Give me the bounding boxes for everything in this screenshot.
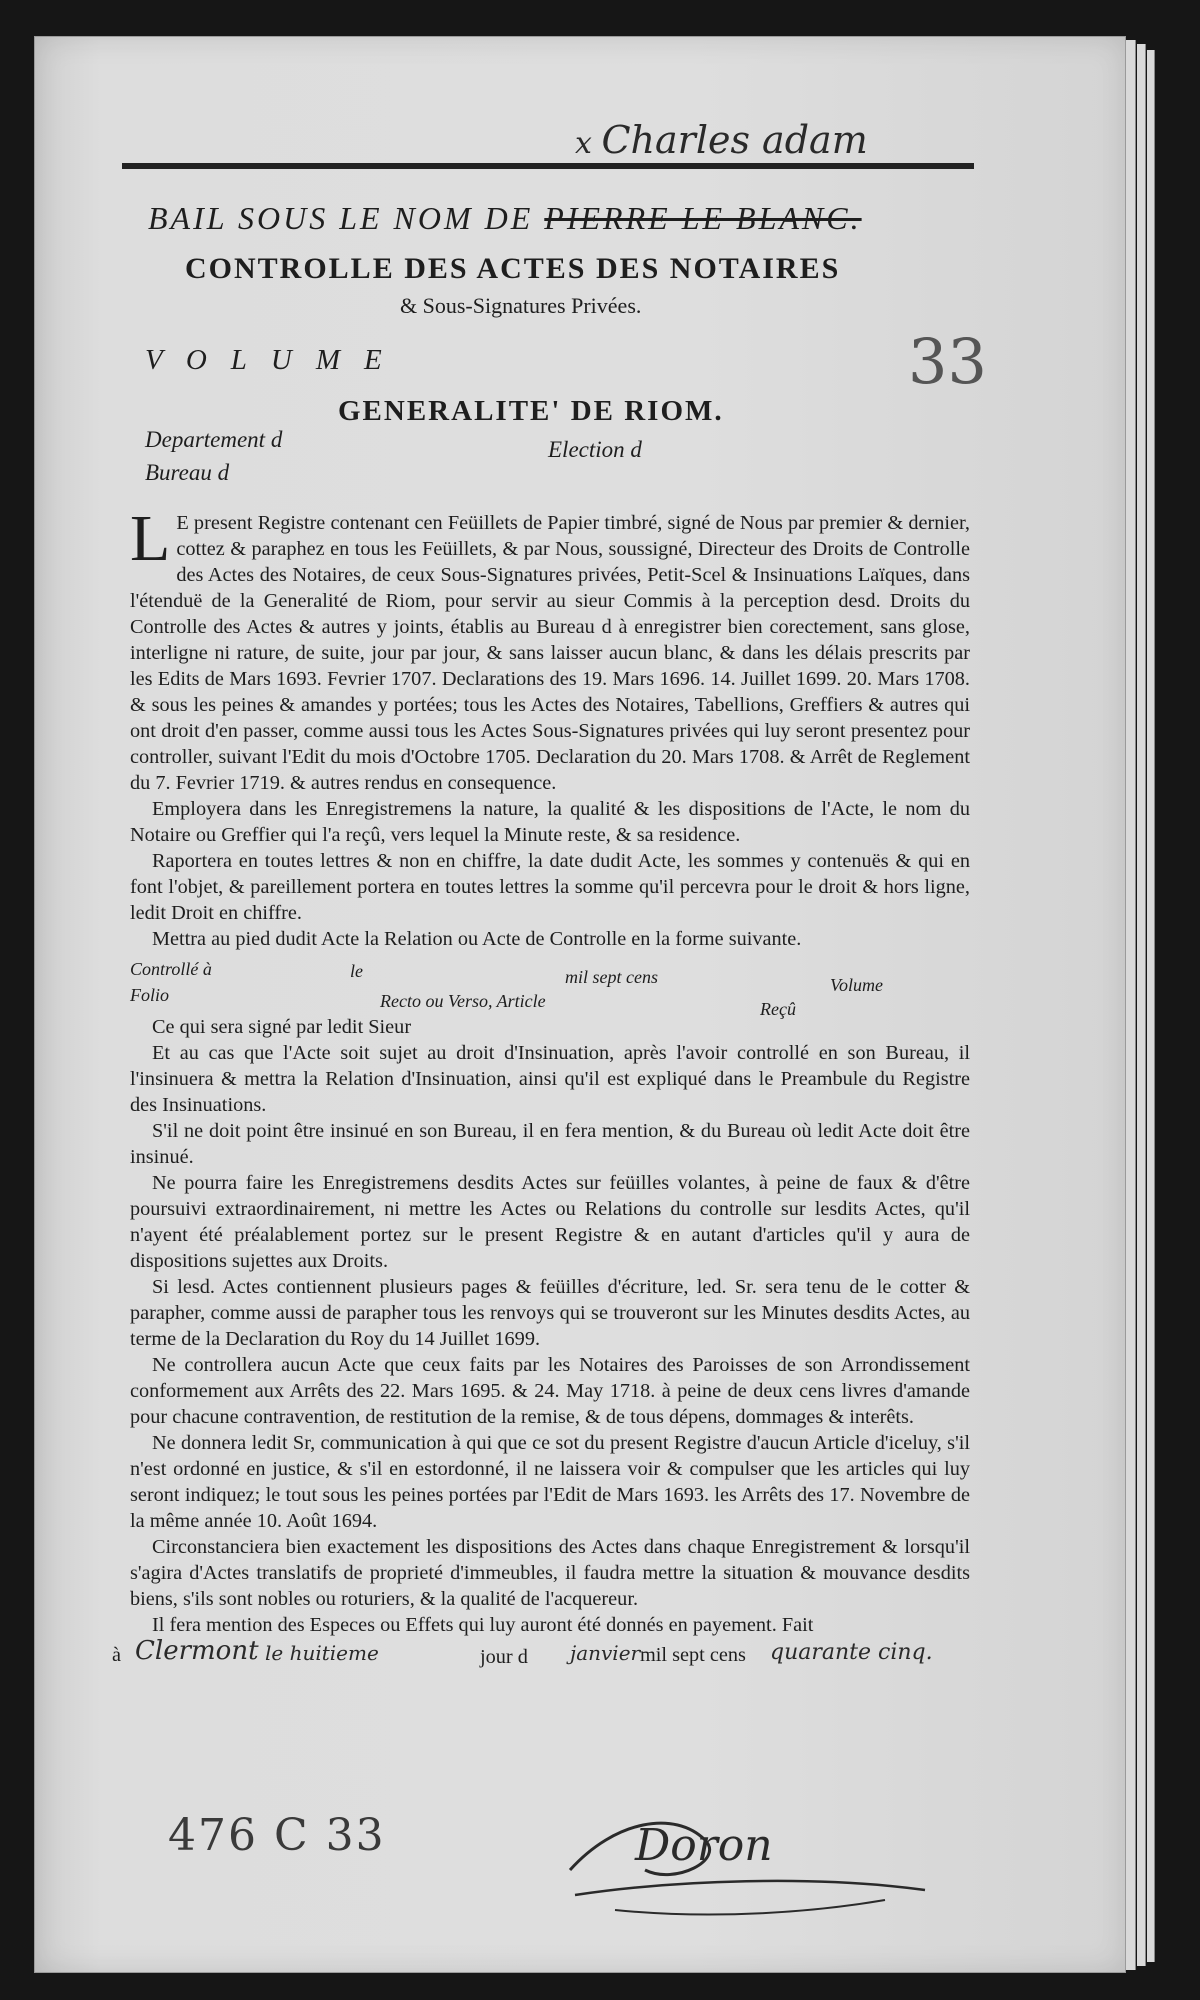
paragraph: Et au cas que l'Acte soit sujet au droit d'Insinuation, après l'avoir controllé en son Bureau, il l'insinuera & mettra la Relation d'Insinuation, ainsi qu'il est expliqué dans le Preambule du Registre des Insinuations. (130, 1042, 970, 1116)
paragraph: Ce qui sera signé par ledit Sieur (152, 1016, 412, 1038)
struck-name: PIERRE LE BLANC. (544, 200, 862, 236)
paragraph: Il fera mention des Especes ou Effets qui luy auront été donnés en payement. Fait (152, 1614, 814, 1636)
departement-label: Departement d (145, 427, 283, 452)
signature (555, 1800, 955, 1925)
control-formula (130, 952, 970, 1019)
drop-cap: L (130, 502, 171, 575)
formula-mil: mil sept cens (565, 967, 658, 987)
document-title: CONTROLLE DES ACTES DES NOTAIRES (185, 252, 841, 285)
formula-le: le (350, 961, 363, 981)
closing-line (112, 1636, 970, 1678)
paragraph: S'il ne doit point être insinué en son Bureau, il en fera mention, & du Bureau où ledit Acte doit être insinué. (130, 1120, 970, 1168)
paragraph: Ne donnera ledit Sr, communication à qui que ce sot du present Registre d'aucun Article d'iceluy, s'il n'est ordonné en justice, & s'il en estordonné, il ne laissera voir & compulser que les articles qui luy seront indiquez; le tout sous les peines portées par l'Edit de Mars 1693. les Arrêts des 17. Novembre de la même année 10. Août 1694. (130, 1432, 970, 1532)
page-edge (1137, 44, 1146, 1966)
paragraph: Ne pourra faire les Enregistremens desdits Actes sur feüilles volantes, à peine de faux & d'être poursuivi extraordinairement, ni mettre les Actes ou Relations du controlle sur lesdits Actes, qu'il n'ayent été préalablement portez sur le present Registre & en autant d'articles qu'il y aura de dispositions sujettes aux Droits. (130, 1172, 970, 1272)
paragraph: Si lesd. Actes contiennent plusieurs pages & feüilles d'écriture, led. Sr. sera tenu de le cotter & parapher, comme aussi de parapher tous les renvoys qui se trouveront sur les Minutes desdits Actes, au terme de la Declaration du Roy du 14 Juillet 1699. (130, 1276, 970, 1350)
formula-recto: Recto ou Verso, Article (380, 991, 546, 1011)
volume-number: 33 (908, 325, 987, 398)
page-edge (1125, 40, 1136, 1970)
formula-controlle: Controllé à (130, 959, 212, 979)
paragraph: Ne controllera aucun Acte que ceux faits par les Notaires des Paroisses de son Arrondissement conformement aux Arrêts des 22. Mars 1695. & 24. May 1718. à peine de deux cens livres d'amande pour chacune contravention, de restitution de la remise, & de tous dépens, dommages & interêts. (130, 1354, 970, 1428)
closing-a: à (112, 1644, 122, 1666)
election-label: Election d (548, 437, 642, 462)
page-edge (1147, 50, 1155, 1962)
closing-year: quarante cinq. (770, 1640, 933, 1665)
bureau-label: Bureau d (145, 460, 230, 485)
formula-volume: Volume (830, 975, 883, 995)
header-rule (122, 163, 974, 169)
closing-month: janvier (570, 1641, 641, 1665)
generalite-heading: GENERALITE' DE RIOM. (338, 395, 724, 427)
lease-line (148, 200, 862, 237)
formula-folio: Folio (130, 985, 169, 1005)
shelfmark: 476 C 33 (168, 1810, 386, 1861)
document-subtitle: & Sous-Signatures Privées. (400, 293, 642, 318)
paragraph: Raportera en toutes lettres & non en chiffre, la date dudit Acte, les sommes y contenuës & qui en font l'objet, & pareillement portera en toutes lettres la somme qu'il percevra pour le droit & hors ligne, ledit Droit en chiffre. (130, 850, 970, 924)
paragraph: Mettra au pied dudit Acte la Relation ou Acte de Controlle en la forme suivante. (152, 928, 802, 950)
formula-recu: Reçû (760, 999, 796, 1019)
closing-mil: mil sept cens (640, 1644, 746, 1666)
handwritten-name: x Charles adam (575, 118, 868, 162)
lease-prefix: BAIL SOUS LE NOM DE (148, 200, 534, 236)
closing-jour: jour d (480, 1646, 528, 1668)
register-text (112, 502, 970, 1678)
closing-place: Clermont (135, 1636, 259, 1666)
paragraph: L E present Registre contenant cen Feüillets de Papier timbré, signé de Nous par premier & dernier, cottez & paraphez en tous les Feüillets, & par Nous, soussigné, Directeur des Droits de Controlle des Actes des Notaires, de ceux Sous-Signatures privées, Petit-Scel & Insinuations Laïques, dans l'étenduë de la Generalité de Riom, pour servir au sieur Commis à la perception desd. Droits du Controlle des Actes & autres y joints, établis au Bureau d à enregistrer bien corectement, sans glose, interligne ni rature, de suite, jour par jour, & sans laisser aucun blanc, & dans les délais prescrits par les Edits de Mars 1693. Fevrier 1707. Declarations des 19. Mars 1696. 14. Juillet 1699. 20. Mars 1708. & sous les peines & amandes y portées; tous les Actes des Notaires, Tabellions, Greffiers & autres qui ont droit d'en passer, comme aussi tous les Actes Sous-Signatures privées qui luy seront presentez pour controller, suivant l'Edit du mois d'Octobre 1705. Declaration du 20. Mars 1708. & Arrêt de Reglement du 7. Fevrier 1719. & autres rendus en consequence. (130, 502, 970, 794)
signature-name: Doron (635, 1820, 773, 1871)
paragraph: Circonstanciera bien exactement les dispositions des Actes dans chaque Enregistrement & lorsqu'il s'agira d'Actes translatifs de proprieté d'immeubles, il faudra mettre la situation & mouvance desdits biens, s'ils sont nobles ou roturiers, & la qualité de l'acquereur. (130, 1536, 970, 1610)
paragraph: Employera dans les Enregistremens la nature, la qualité & les dispositions de l'Acte, le nom du Notaire ou Greffier qui l'a reçû, vers lequel la Minute reste, & sa residence. (130, 798, 970, 846)
closing-day: le huitieme (265, 1641, 379, 1665)
volume-label: VOLUME (145, 344, 406, 376)
